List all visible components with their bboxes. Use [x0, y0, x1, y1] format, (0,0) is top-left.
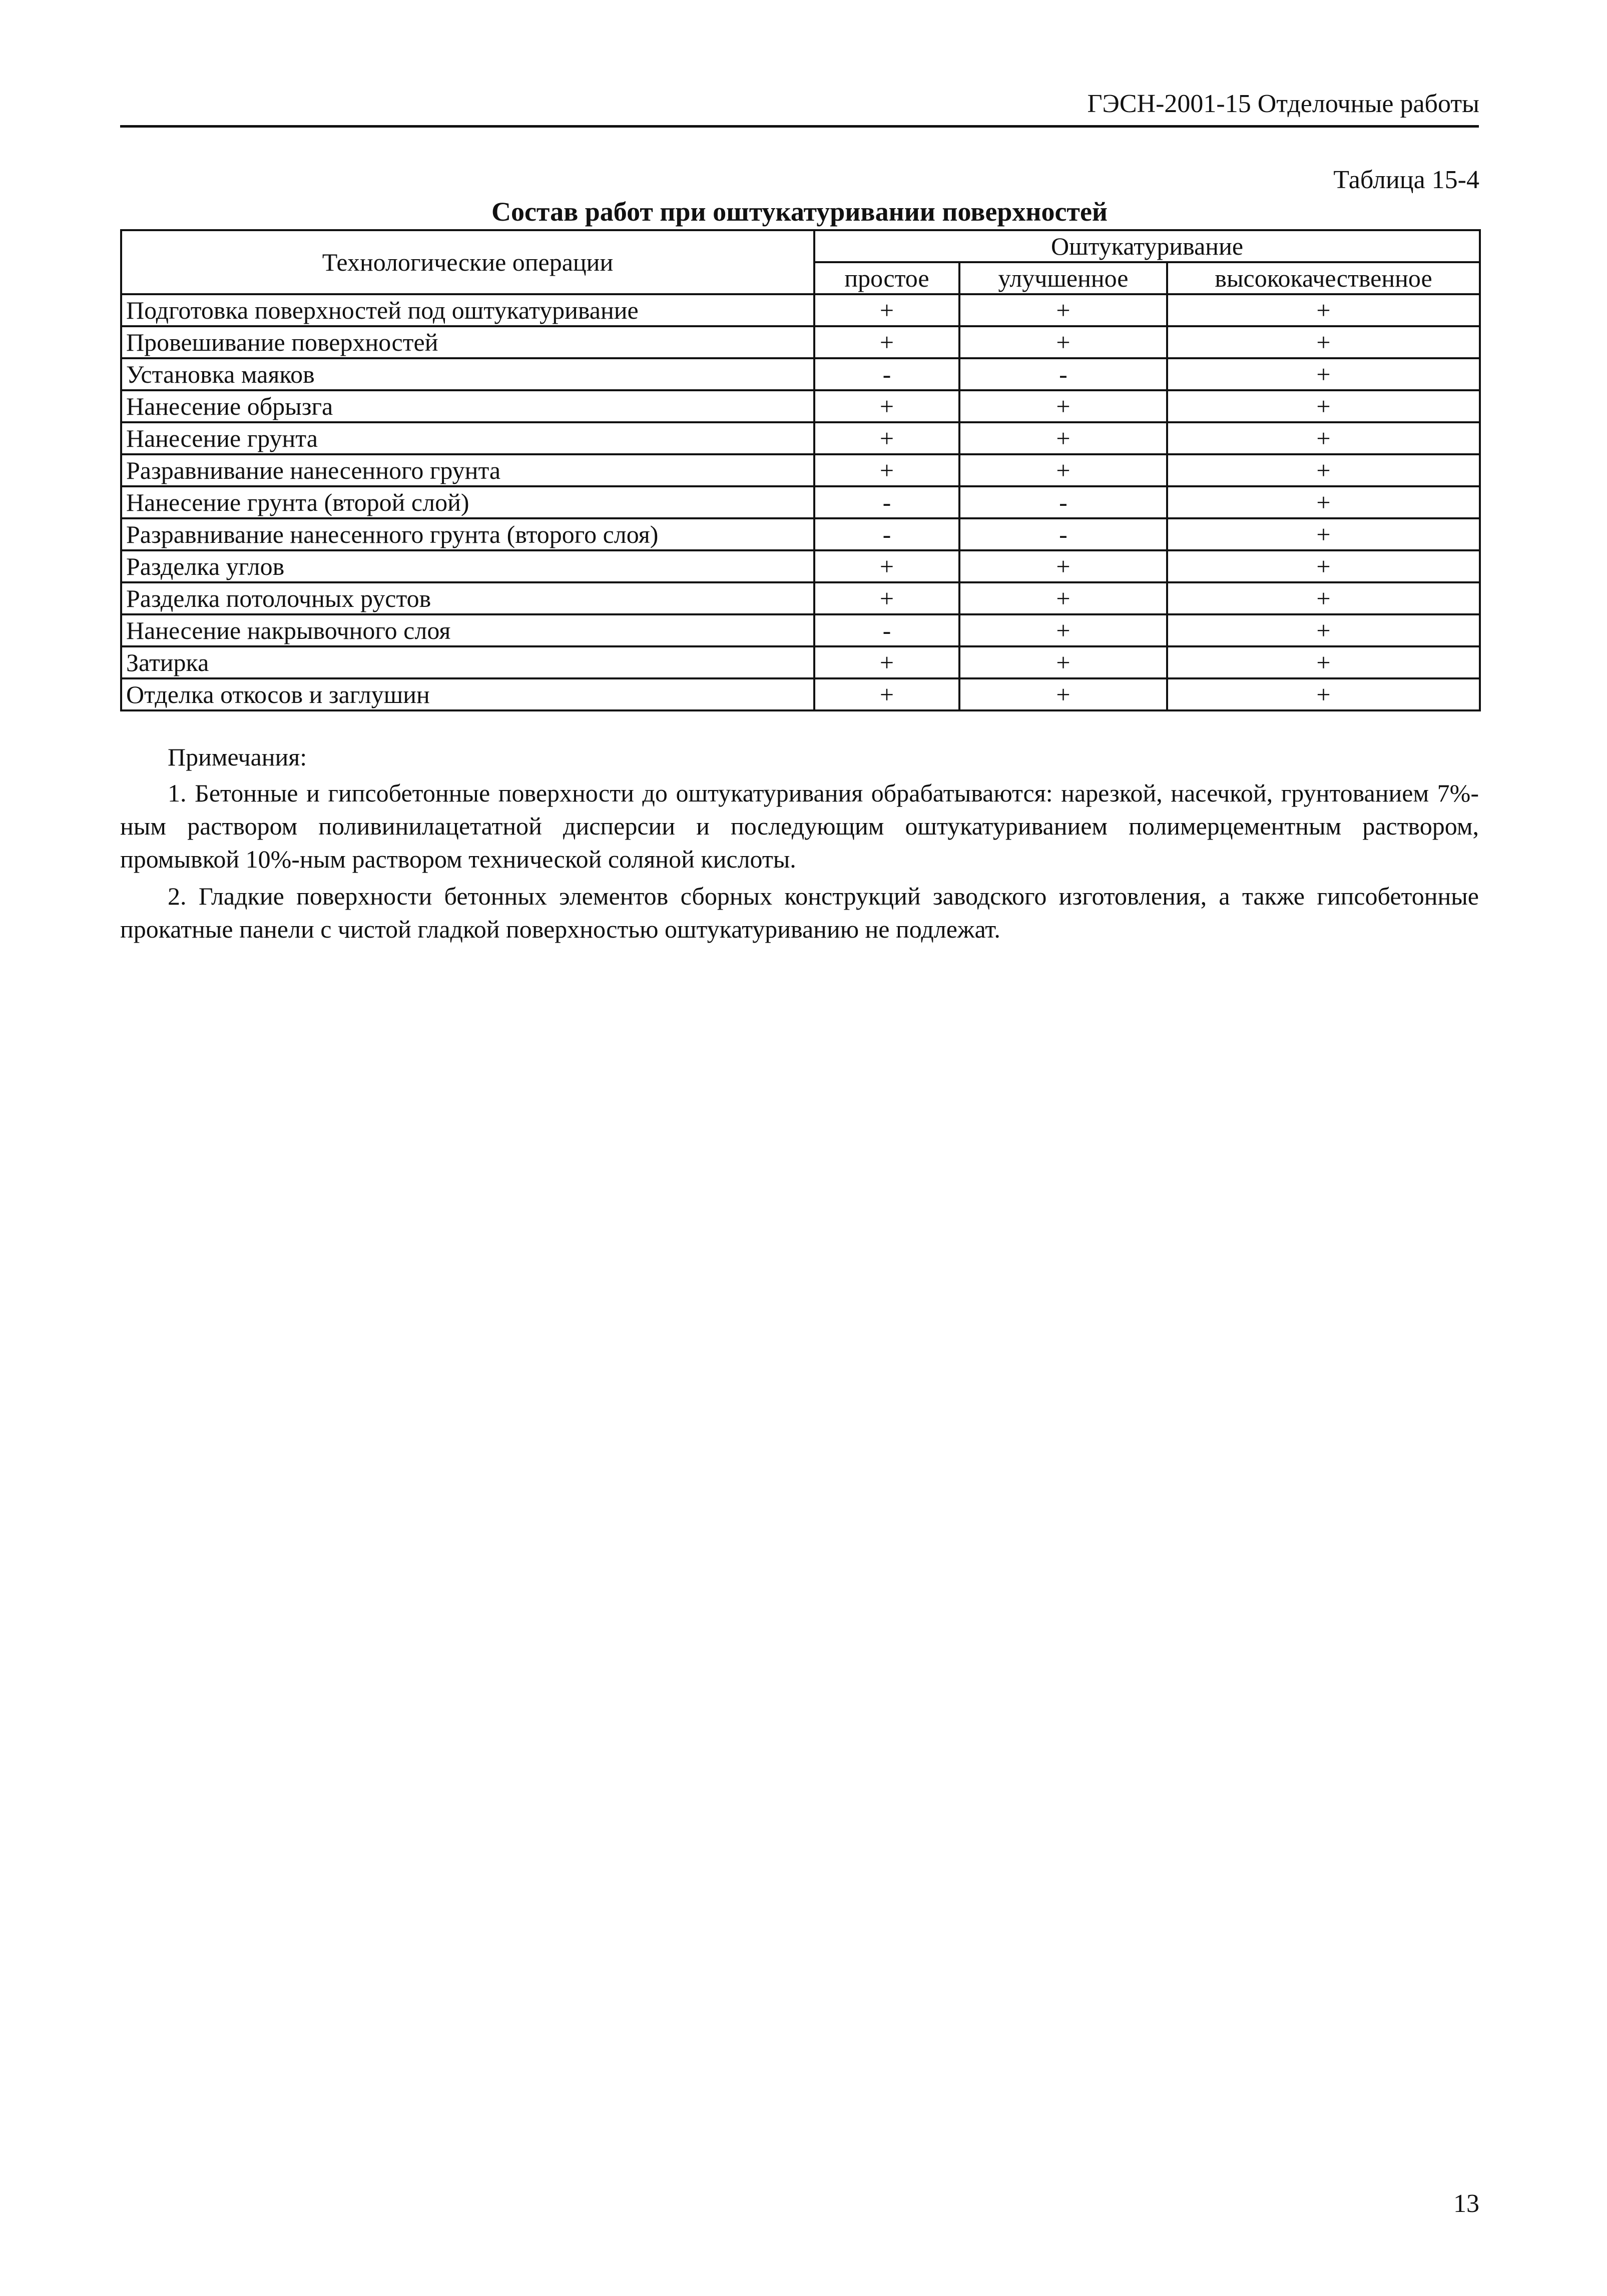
running-header: ГЭСН-2001-15 Отделочные работы	[1087, 90, 1479, 118]
simple-cell: +	[814, 422, 959, 454]
notes-section	[120, 740, 1479, 950]
simple-cell: +	[814, 582, 959, 614]
page-number: 13	[1453, 2189, 1479, 2218]
table-row	[121, 678, 1480, 710]
table-row	[121, 294, 1480, 326]
high-quality-cell: +	[1167, 550, 1480, 582]
table-row	[121, 358, 1480, 390]
operation-cell: Разделка углов	[121, 550, 814, 582]
works-table	[120, 229, 1481, 711]
col-header-improved: улучшенное	[959, 262, 1167, 294]
high-quality-cell: +	[1167, 454, 1480, 486]
operation-cell: Нанесение грунта	[121, 422, 814, 454]
notes-title: Примечания:	[168, 743, 307, 771]
improved-cell: +	[959, 326, 1167, 358]
table-label: Таблица 15-4	[1333, 166, 1479, 194]
operation-cell: Разравнивание нанесенного грунта (второго слоя)	[121, 518, 814, 550]
table-row	[121, 646, 1480, 678]
high-quality-cell: +	[1167, 486, 1480, 518]
high-quality-cell: +	[1167, 422, 1480, 454]
improved-cell: +	[959, 646, 1167, 678]
high-quality-cell: +	[1167, 390, 1480, 422]
simple-cell: +	[814, 326, 959, 358]
improved-cell: +	[959, 454, 1167, 486]
table-title: Состав работ при оштукатуривании поверхностей	[491, 197, 1108, 227]
improved-cell: -	[959, 518, 1167, 550]
table-row	[121, 550, 1480, 582]
operation-cell: Разделка потолочных рустов	[121, 582, 814, 614]
table-row	[121, 518, 1480, 550]
operation-cell: Подготовка поверхностей под оштукатуривание	[121, 294, 814, 326]
table-row	[121, 582, 1480, 614]
col-header-high-quality: высококачественное	[1167, 262, 1480, 294]
operation-cell: Разравнивание нанесенного грунта	[121, 454, 814, 486]
simple-cell: -	[814, 518, 959, 550]
simple-cell: -	[814, 614, 959, 646]
simple-cell: +	[814, 454, 959, 486]
operation-cell: Нанесение накрывочного слоя	[121, 614, 814, 646]
col-header-plastering: Оштукатуривание	[814, 230, 1480, 262]
high-quality-cell: +	[1167, 294, 1480, 326]
improved-cell: +	[959, 390, 1167, 422]
improved-cell: +	[959, 614, 1167, 646]
operation-cell: Установка маяков	[121, 358, 814, 390]
table-row	[121, 422, 1480, 454]
table-row	[121, 390, 1480, 422]
operation-cell: Отделка откосов и заглушин	[121, 678, 814, 710]
improved-cell: +	[959, 422, 1167, 454]
simple-cell: +	[814, 646, 959, 678]
table-row	[121, 486, 1480, 518]
high-quality-cell: +	[1167, 646, 1480, 678]
operation-cell: Провешивание поверхностей	[121, 326, 814, 358]
improved-cell: +	[959, 550, 1167, 582]
improved-cell: -	[959, 358, 1167, 390]
high-quality-cell: +	[1167, 614, 1480, 646]
high-quality-cell: +	[1167, 326, 1480, 358]
improved-cell: +	[959, 294, 1167, 326]
operation-cell: Нанесение грунта (второй слой)	[121, 486, 814, 518]
table-row	[121, 614, 1480, 646]
header-rule	[120, 125, 1479, 128]
table-body	[121, 294, 1480, 710]
improved-cell: +	[959, 582, 1167, 614]
improved-cell: +	[959, 678, 1167, 710]
col-header-simple: простое	[814, 262, 959, 294]
note-item: 1. Бетонные и гипсобетонные поверхности до оштукатуривания обрабатываются: нарезкой, насечкой, грунтованием 7%-ным раствором поливинилацетатной дисперсии и последующим оштукатуриванием полимерцементным раствором, промывкой 10%-ным раствором технической соляной кислоты.	[120, 779, 1479, 873]
table-row	[121, 326, 1480, 358]
operation-cell: Затирка	[121, 646, 814, 678]
simple-cell: +	[814, 678, 959, 710]
high-quality-cell: +	[1167, 518, 1480, 550]
simple-cell: -	[814, 486, 959, 518]
simple-cell: +	[814, 294, 959, 326]
simple-cell: +	[814, 390, 959, 422]
table-header-row	[121, 230, 1480, 262]
note-item: 2. Гладкие поверхности бетонных элементов сборных конструкций заводского изготовления, а также гипсобетонные прокатные панели с чистой гладкой поверхностью оштукатуриванию не подлежат.	[120, 882, 1479, 943]
improved-cell: -	[959, 486, 1167, 518]
operation-cell: Нанесение обрызга	[121, 390, 814, 422]
table-row	[121, 454, 1480, 486]
high-quality-cell: +	[1167, 582, 1480, 614]
simple-cell: +	[814, 550, 959, 582]
high-quality-cell: +	[1167, 678, 1480, 710]
simple-cell: -	[814, 358, 959, 390]
col-header-operations: Технологические операции	[121, 230, 814, 294]
high-quality-cell: +	[1167, 358, 1480, 390]
